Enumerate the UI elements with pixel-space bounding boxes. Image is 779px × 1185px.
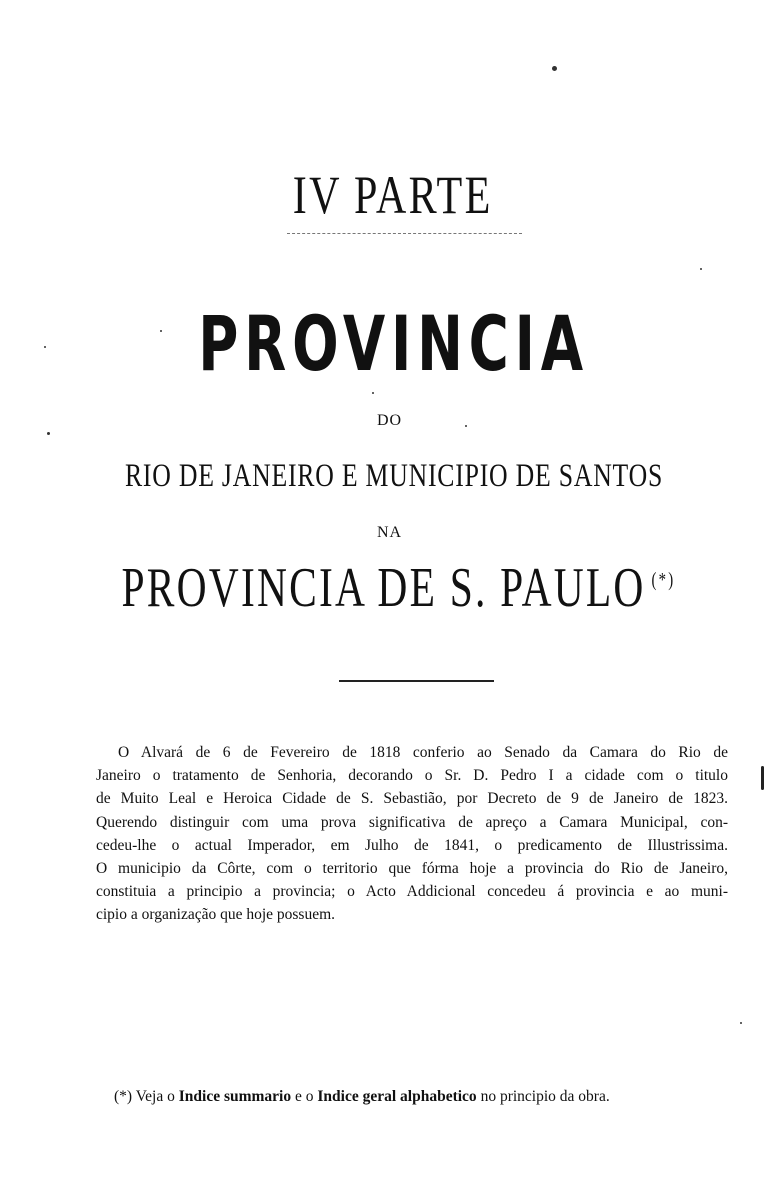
body-line-4: Querendo distinguir com uma prova significativa de apreço a Camara Municipal, con- [96, 813, 728, 831]
ink-speck [44, 346, 46, 348]
body-line-7: constituia a principio a provincia; o Acto Addicional concedeu á provincia e ao muni- [96, 883, 728, 901]
body-paragraph [96, 741, 728, 927]
subtitle-sao-paulo-text: PROVINCIA DE S. PAULO [121, 557, 646, 619]
ink-speck [372, 392, 374, 394]
footnote-text-1: Veja o [135, 1088, 175, 1105]
body-line-8: cipio a organização que hoje possuem. [96, 906, 336, 924]
connector-na: NA [376, 524, 403, 541]
body-line-5: cedeu-lhe o actual Imperador, em Julho de 1841, o predicamento de Illustrissima. [96, 836, 728, 854]
section-divider [339, 680, 494, 682]
footnote-text-3: no principio da obra. [480, 1088, 610, 1105]
ink-speck [160, 330, 162, 332]
main-title: PROVINCIA [198, 299, 589, 388]
ink-speck [740, 1022, 742, 1024]
footnote-mark: (*) [114, 1088, 133, 1105]
connector-do: DO [376, 412, 403, 429]
ink-speck [47, 432, 50, 435]
footnote-reference-mark: (*) [651, 569, 676, 592]
body-line-3: de Muito Leal e Heroica Cidade de S. Sebastião, por Decreto de 9 de Janeiro de 1823. [96, 790, 728, 808]
footnote-index-summary: Indice summario [178, 1088, 292, 1105]
subtitle-sao-paulo [110, 557, 686, 619]
footnote-index-general: Indice geral alphabetico [317, 1088, 477, 1105]
ink-speck [700, 268, 702, 270]
footnote [114, 1088, 744, 1107]
margin-ink-mark [761, 766, 764, 790]
footnote-text-2: e o [294, 1088, 314, 1105]
subtitle-rio-santos: RIO DE JANEIRO E MUNICIPIO DE SANTOS [124, 458, 664, 494]
body-line-2: Janeiro o tratamento de Senhoria, decorando o Sr. D. Pedro I a cidade com o titulo [96, 767, 728, 785]
body-line-1: O Alvará de 6 de Fevereiro de 1818 conferio ao Senado da Camara do Rio de [118, 744, 728, 761]
body-line-6: O municipio da Côrte, com o territorio que fórma hoje a provincia do Rio de Janeiro, [96, 860, 728, 878]
part-title: IV PARTE [292, 165, 493, 225]
ink-speck [552, 66, 557, 71]
part-title-rule [287, 233, 522, 234]
ink-speck [465, 425, 467, 427]
